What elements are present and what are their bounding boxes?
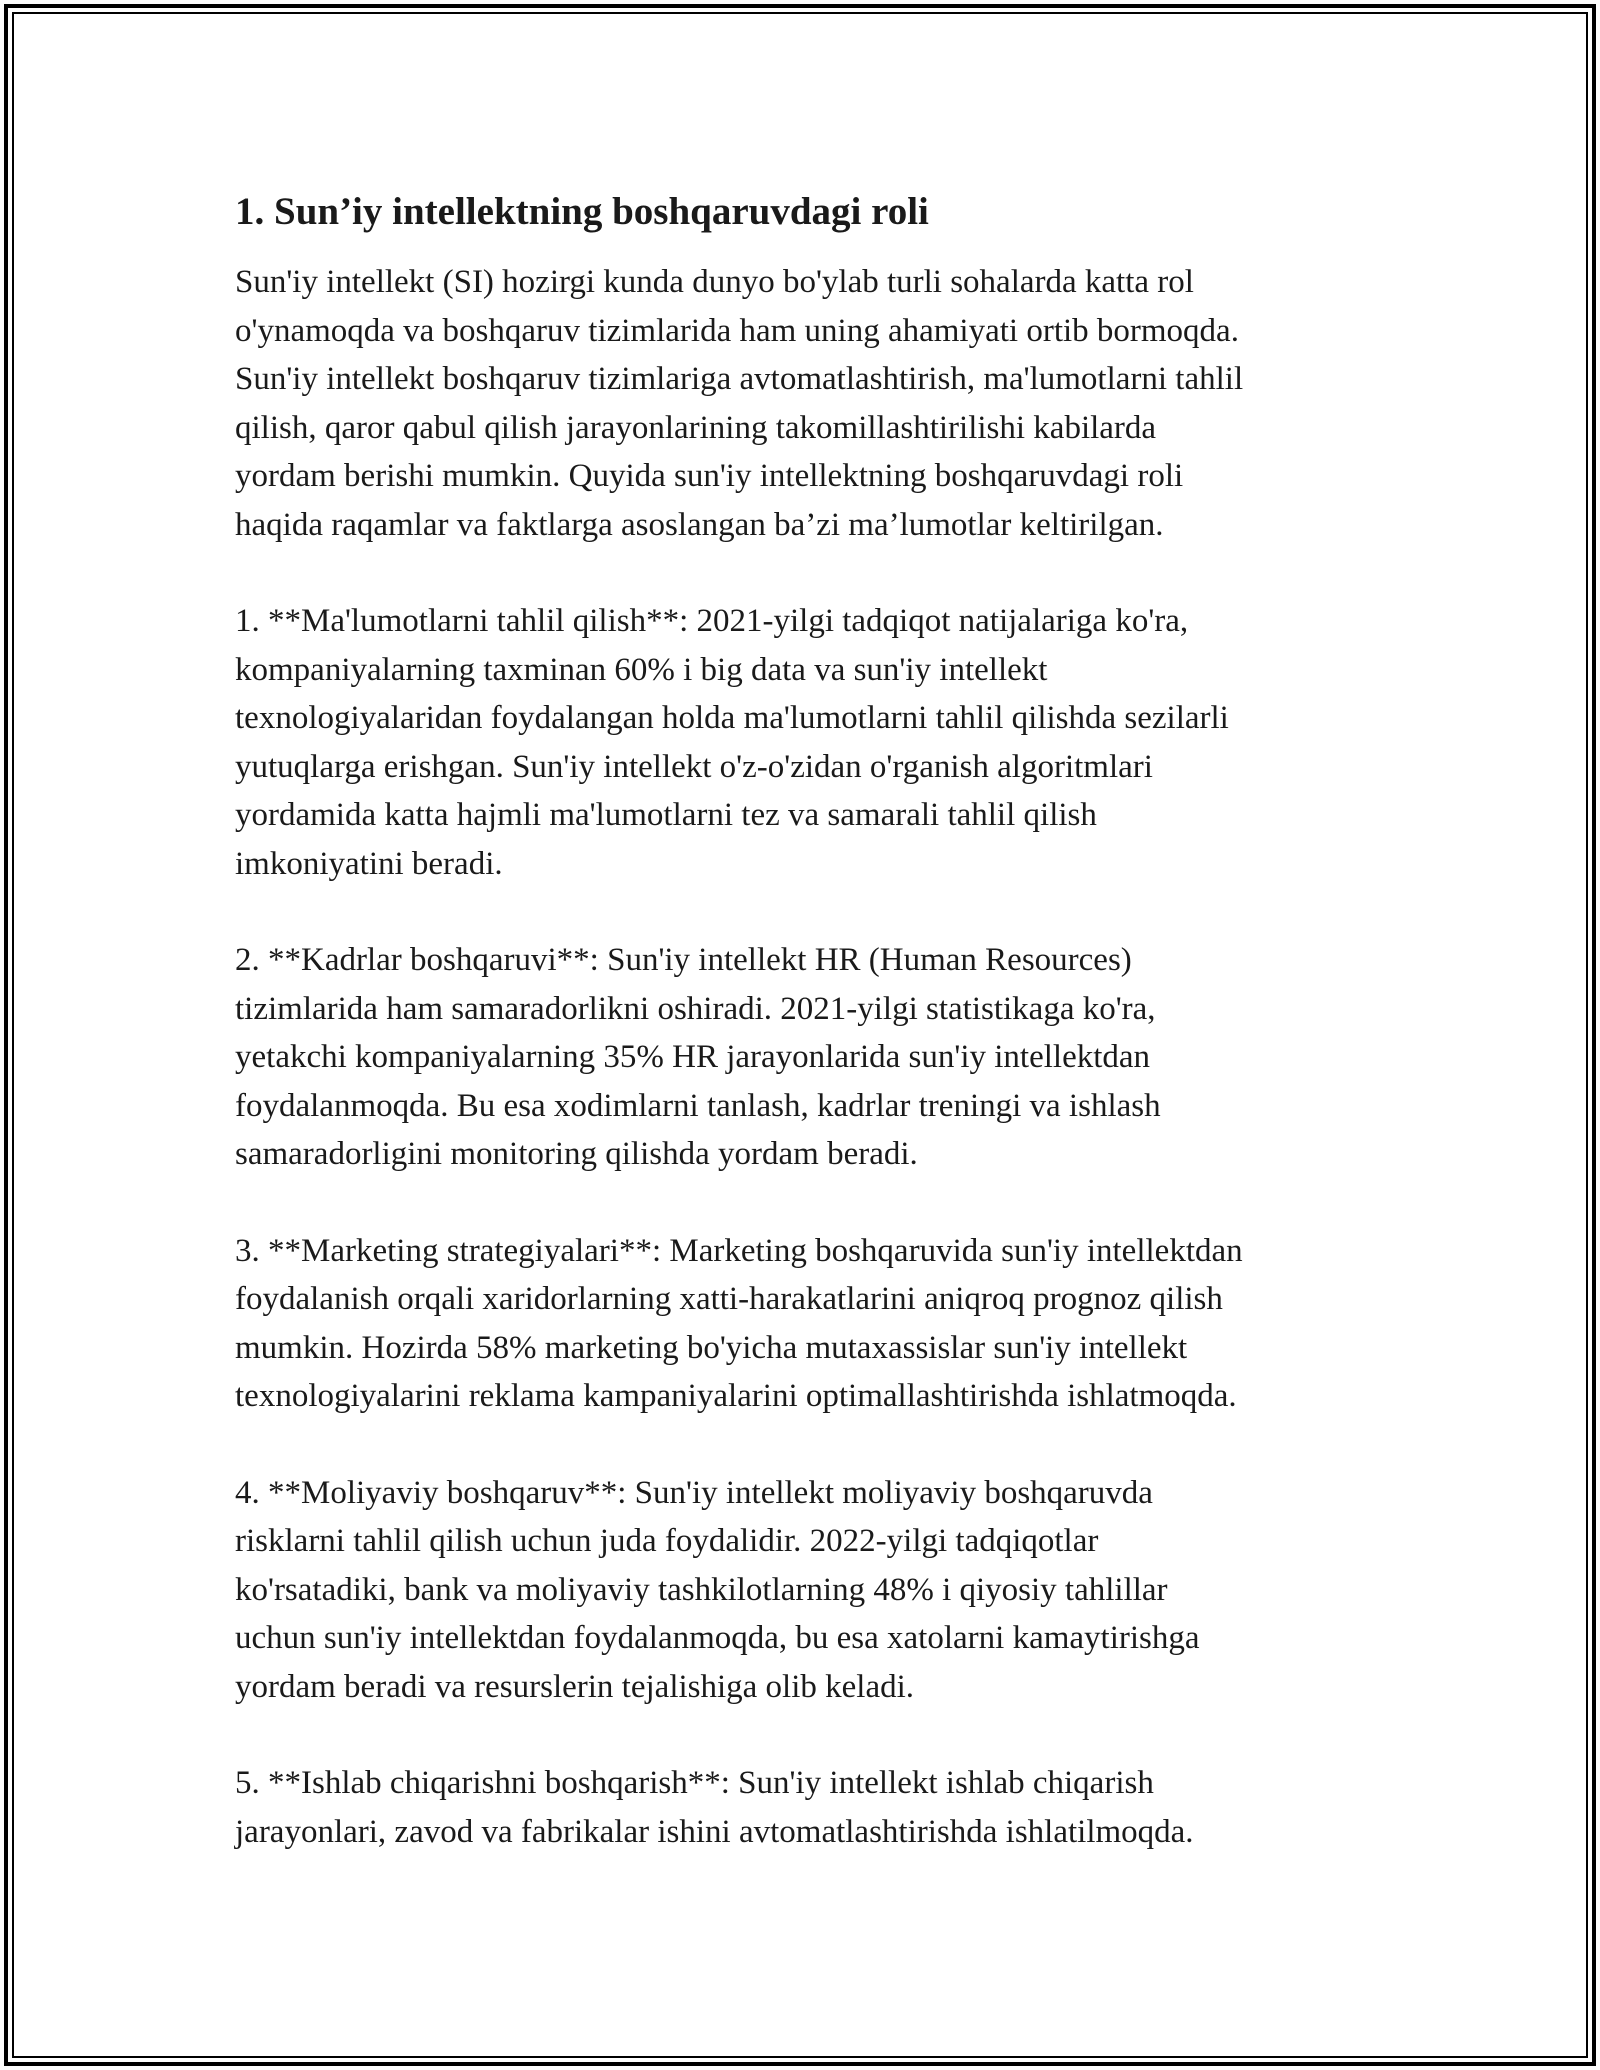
text-line: yordam berishi mumkin. Quyida sun'iy intellektning boshqaruvdagi roli	[235, 458, 1184, 494]
text-line: yutuqlarga erishgan. Sun'iy intellekt o'z-o'zidan o'rganish algoritmlari	[235, 748, 1153, 785]
text-line: Sun'iy intellekt (SI) hozirgi kunda dunyo bo'ylab turli sohalarda katta rol	[235, 264, 1194, 300]
text-line: yordamida katta hajmli ma'lumotlarni tez va samarali tahlil qilish	[235, 797, 1097, 833]
text-line: samaradorligini monitoring qilishda yordam beradi.	[235, 1136, 918, 1172]
text-line: qilish, qaror qabul qilish jarayonlarining takomillashtirilishi kabilarda	[235, 409, 1157, 446]
text-line: yordam beradi va resurslerin tejalishiga olib keladi.	[235, 1668, 915, 1705]
paragraph-item-5	[235, 1759, 1385, 1856]
text-line: tizimlarida ham samaradorlikni oshiradi. 2021-yilgi statistikaga ko'ra,	[235, 990, 1156, 1027]
text-line: risklarni tahlil qilish uchun juda foydalidir. 2022-yilgi tadqiqotlar	[235, 1523, 1099, 1559]
page-title: 1. Sun’iy intellektning boshqaruvdagi roli	[235, 190, 929, 233]
text-line: jarayonlari, zavod va fabrikalar ishini avtomatlashtirishda ishlatilmoqda.	[235, 1813, 1194, 1850]
paragraph-item-2	[235, 936, 1385, 1179]
paragraph-item-3	[235, 1227, 1385, 1421]
text-line: haqida raqamlar va faktlarga asoslangan ba’zi ma’lumotlar keltirilgan.	[235, 506, 1164, 543]
text-line: yetakchi kompaniyalarning 35% HR jarayonlarida sun'iy intellektdan	[235, 1039, 1151, 1075]
text-line: Sun'iy intellekt boshqaruv tizimlariga avtomatlashtirish, ma'lumotlarni tahlil	[235, 361, 1244, 397]
text-line: uchun sun'iy intellektdan foydalanmoqda, bu esa xatolarni kamaytirishga	[235, 1620, 1200, 1656]
text-line: imkoniyatini beradi.	[235, 845, 503, 882]
text-line: foydalanish orqali xaridorlarning xatti-harakatlarini aniqroq prognoz qilish	[235, 1281, 1223, 1317]
paragraph-intro	[235, 258, 1385, 549]
text-line: texnologiyalarini reklama kampaniyalarini optimallashtirishda ishlatmoqda.	[235, 1378, 1237, 1414]
paragraph-item-4	[235, 1469, 1385, 1712]
text-line: kompaniyalarning taxminan 60% i big data va sun'iy intellekt	[235, 651, 1048, 688]
text-line: o'ynamoqda va boshqaruv tizimlarida ham uning ahamiyati ortib bormoqda.	[235, 312, 1239, 349]
paragraph-item-1	[235, 597, 1385, 888]
text-line: texnologiyalaridan foydalangan holda ma'lumotlarni tahlil qilishda sezilarli	[235, 700, 1229, 736]
text-line: 2. **Kadrlar boshqaruvi**: Sun'iy intellekt HR (Human Resources)	[235, 942, 1132, 978]
text-line: 5. **Ishlab chiqarishni boshqarish**: Sun'iy intellekt ishlab chiqarish	[235, 1765, 1154, 1801]
text-line: 1. **Ma'lumotlarni tahlil qilish**: 2021-yilgi tadqiqot natijalariga ko'ra,	[235, 603, 1189, 639]
text-line: 3. **Marketing strategiyalari**: Marketing boshqaruvida sun'iy intellektdan	[235, 1232, 1243, 1269]
document-body	[235, 188, 1385, 1904]
text-line: ko'rsatadiki, bank va moliyaviy tashkilotlarning 48% i qiyosiy tahlillar	[235, 1571, 1168, 1608]
text-line: mumkin. Hozirda 58% marketing bo'yicha mutaxassislar sun'iy intellekt	[235, 1329, 1188, 1366]
text-line: foydalanmoqda. Bu esa xodimlarni tanlash, kadrlar treningi va ishlash	[235, 1087, 1161, 1124]
text-line: 4. **Moliyaviy boshqaruv**: Sun'iy intellekt moliyaviy boshqaruvda	[235, 1474, 1153, 1511]
